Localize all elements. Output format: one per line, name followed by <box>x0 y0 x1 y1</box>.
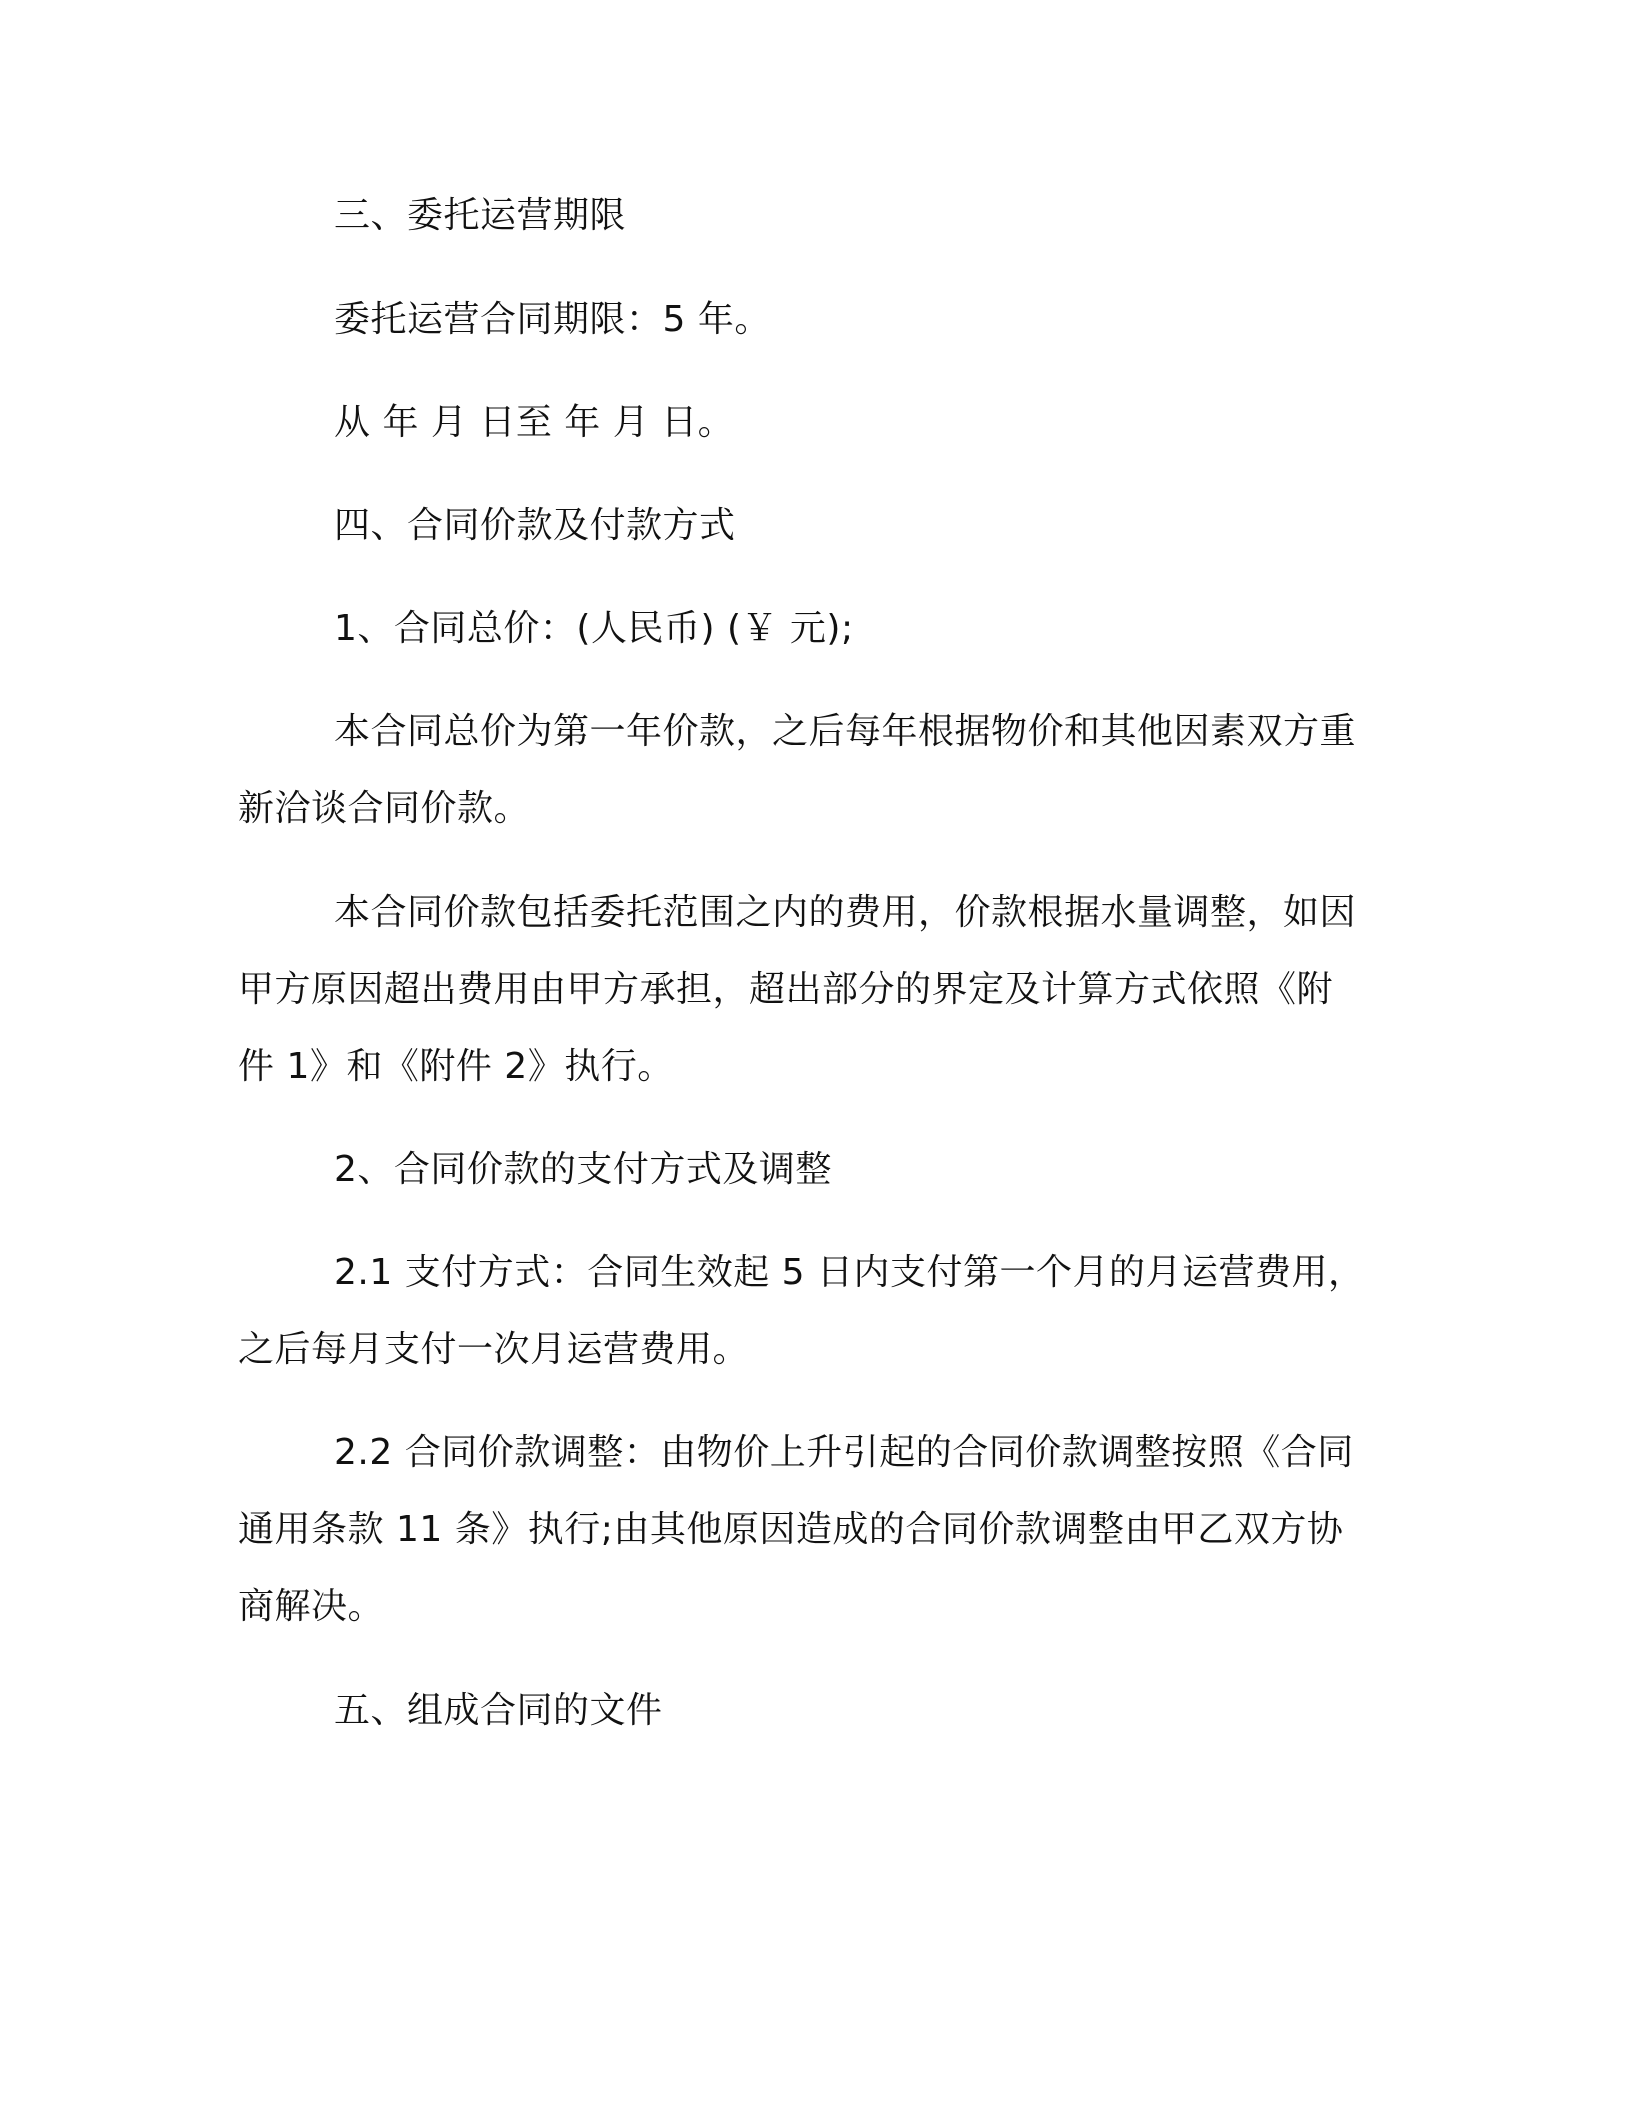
paragraph-1-line-1: 本合同总价为第一年价款，之后每年根据物价和其他因素双方重 <box>334 711 1357 752</box>
item-2-2-line-1: 2.2 合同价款调整：由物价上升引起的合同价款调整按照《合同 <box>334 1432 1354 1473</box>
item-2-1-line-1: 2.1 支付方式：合同生效起 5 日内支付第一个月的月运营费用， <box>334 1252 1365 1293</box>
paragraph-2-line-1: 本合同价款包括委托范围之内的费用，价款根据水量调整，如因 <box>334 892 1357 933</box>
date-range-text: 从 年 月 日至 年 月 日。 <box>334 402 735 443</box>
section-5-heading: 五、组成合同的文件 <box>334 1690 663 1731</box>
item-2-heading: 2、合同价款的支付方式及调整 <box>334 1149 832 1190</box>
paragraph-2-line-3: 件 1》和《附件 2》执行。 <box>238 1046 674 1087</box>
item-2-2-line-3: 商解决。 <box>238 1586 385 1627</box>
item-2-1-line-2: 之后每月支付一次月运营费用。 <box>238 1329 750 1370</box>
paragraph-2-line-2: 甲方原因超出费用由甲方承担，超出部分的界定及计算方式依照《附 <box>238 969 1334 1010</box>
item-2-2-line-2: 通用条款 11 条》执行;由其他原因造成的合同价款调整由甲乙双方协 <box>238 1509 1344 1550</box>
paragraph-1-line-2: 新洽谈合同价款。 <box>238 788 531 829</box>
contract-term-text: 委托运营合同期限：5 年。 <box>334 299 771 340</box>
section-3-heading: 三、委托运营期限 <box>334 195 627 236</box>
section-4-heading: 四、合同价款及付款方式 <box>334 505 736 546</box>
total-price-item: 1、合同总价：(人民币) (￥ 元); <box>334 608 854 649</box>
